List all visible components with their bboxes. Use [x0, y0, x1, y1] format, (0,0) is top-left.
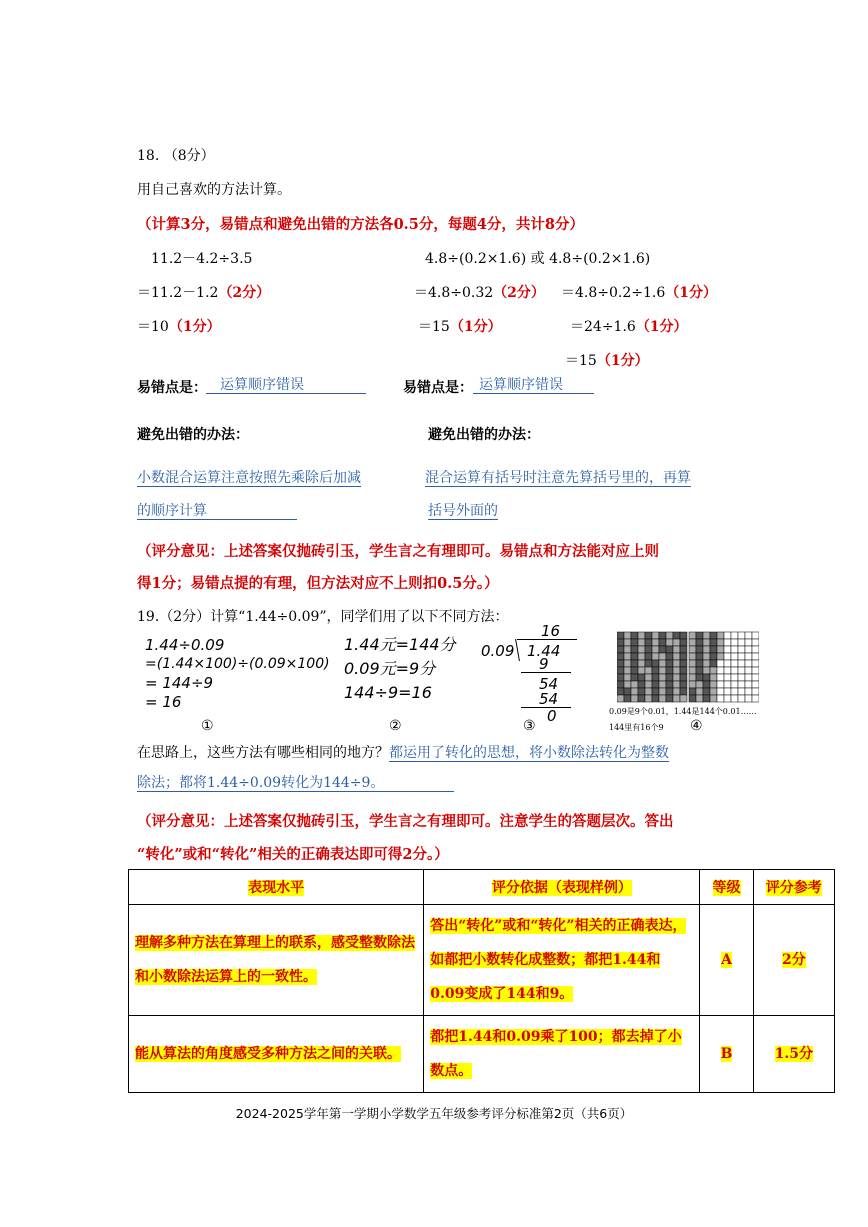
grid-cell: [717, 695, 724, 702]
grid-cell: [738, 646, 745, 653]
grid-cell: [673, 639, 680, 646]
grid-cell: [652, 674, 659, 681]
grid-cell: [673, 667, 680, 674]
grid-cell: [673, 695, 680, 702]
grid-cell: [631, 660, 638, 667]
grid-cell: [645, 681, 652, 688]
grid-cell: [752, 646, 759, 653]
q19-method4-caption1: 0.09是9个0.01，1.44是144个0.01……: [609, 707, 757, 716]
grid-cell: [666, 695, 673, 702]
grid-cell: [710, 681, 717, 688]
grid-cell: [673, 674, 680, 681]
grid-cell: [724, 632, 731, 639]
grid-cell: [710, 639, 717, 646]
grid-cell: [745, 646, 752, 653]
grid-cell: [724, 695, 731, 702]
q18-prompt: 用自己喜欢的方法计算。: [137, 182, 291, 198]
grid-cell: [659, 667, 666, 674]
grid-cell: [738, 681, 745, 688]
grid-cell: [624, 646, 631, 653]
grid-cell: [680, 660, 687, 667]
grid-cell: [652, 681, 659, 688]
grid-cell: [724, 681, 731, 688]
grid-cell: [696, 646, 703, 653]
grid-cell: [752, 681, 759, 688]
grid-cell: [631, 667, 638, 674]
grid-cell: [659, 653, 666, 660]
table-header: 评分参考: [753, 870, 834, 905]
grid-cell: [717, 667, 724, 674]
grid-cell: [666, 660, 673, 667]
grid-cell: [659, 695, 666, 702]
table-cell: 答出“转化”或和“转化”相关的正确表达，如都把小数转化成整数；都把1.44和0.09变成了144和9。: [424, 905, 700, 1016]
grid-cell: [638, 695, 645, 702]
grid-cell: [738, 639, 745, 646]
grid-cell: [689, 646, 696, 653]
grid-cell: [752, 660, 759, 667]
grid-cell: [689, 674, 696, 681]
q19-method4-caption2: 144里有16个9: [609, 723, 664, 732]
grid-cell: [638, 667, 645, 674]
q18-right-avoid-line1: 混合运算有括号时注意先算括号里的，再算: [425, 470, 691, 486]
grid-cell: [752, 632, 759, 639]
grid-cell: [689, 639, 696, 646]
grid-cell: [717, 660, 724, 667]
grid-cell: [724, 653, 731, 660]
q19-scoring-table: [128, 869, 835, 1093]
q19-label-2: ②: [389, 718, 402, 734]
grid-cell: [680, 667, 687, 674]
grid-cell: [652, 632, 659, 639]
q18-title: 18. （8分）: [137, 148, 215, 164]
grid-cell: [638, 660, 645, 667]
q18-left-err-value: 运算顺序错误: [206, 377, 366, 394]
grid-cell: [731, 660, 738, 667]
grid-cell: [710, 674, 717, 681]
grid-cell: [731, 674, 738, 681]
grid-cell: [645, 688, 652, 695]
grid-cell: [617, 695, 624, 702]
grid-cell: [717, 688, 724, 695]
grid-cell: [645, 674, 652, 681]
grid-cell: [745, 674, 752, 681]
grid-cell: [638, 653, 645, 660]
q18-right-a-step2: ＝15（1分）: [418, 319, 502, 335]
grid-cell: [724, 674, 731, 681]
grid-cell: [717, 674, 724, 681]
grid-cell: [738, 667, 745, 674]
grid-cell: [731, 632, 738, 639]
grid-cell: [731, 653, 738, 660]
q18-right-b-step1: ＝4.8÷0.2÷1.6（1分）: [561, 285, 718, 301]
grid-cell: [710, 632, 717, 639]
grid-cell: [703, 681, 710, 688]
table-cell: B: [700, 1016, 753, 1093]
grid-cell: [703, 688, 710, 695]
q18-right-avoid-label: 避免出错的办法：: [428, 427, 540, 443]
grid-cell: [652, 667, 659, 674]
grid-cell: [645, 653, 652, 660]
grid-cell: [631, 639, 638, 646]
grid-cell: [631, 681, 638, 688]
grid-cell: [680, 646, 687, 653]
grid-cell: [666, 639, 673, 646]
grid-cell: [666, 688, 673, 695]
q19-comment-line1: （评分意见：上述答案仅抛砖引玉，学生言之有理即可。注意学生的答题层次。答出: [137, 813, 674, 830]
q19-method3-long-division: 16 0.09 1.44 9 54 54 0: [481, 622, 581, 722]
grid-cell: [745, 667, 752, 674]
grid-cell: [673, 660, 680, 667]
grid-cell: [631, 653, 638, 660]
grid-cell: [631, 688, 638, 695]
q18-right-a-step1: ＝4.8÷0.32（2分）: [414, 285, 545, 301]
grid-cell: [666, 653, 673, 660]
grid-cell: [752, 667, 759, 674]
grid-cell: [710, 653, 717, 660]
grid-cell: [689, 681, 696, 688]
grid-cell: [745, 653, 752, 660]
q19-method1: 1.44÷0.09 =(1.44×100)÷(0.09×100) = 144÷9 = 16: [145, 636, 330, 711]
grid-cell: [703, 632, 710, 639]
grid-cell: [645, 639, 652, 646]
table-header: 评分依据（表现样例）: [424, 870, 700, 905]
grid-cell: [673, 688, 680, 695]
grid-cell: [724, 660, 731, 667]
grid-cell: [696, 681, 703, 688]
grid-cell: [673, 681, 680, 688]
table-row: [129, 1016, 835, 1093]
grid-cell: [696, 667, 703, 674]
grid-cell: [624, 674, 631, 681]
grid-cell: [638, 639, 645, 646]
grid-cell: [652, 660, 659, 667]
q18-right-err-value: 运算顺序错误: [473, 377, 594, 394]
grid-cell: [710, 646, 717, 653]
grid-cell: [652, 653, 659, 660]
grid-cell: [738, 660, 745, 667]
grid-cell: [617, 674, 624, 681]
q18-right-err-label: 易错点是：: [403, 380, 473, 396]
table-header-row: [129, 870, 835, 905]
grid-cell: [745, 632, 752, 639]
grid-cell: [638, 646, 645, 653]
grid-cell: [710, 660, 717, 667]
grid-cell: [624, 660, 631, 667]
grid-cell: [652, 688, 659, 695]
grid-cell: [652, 646, 659, 653]
q19-label-1: ①: [201, 718, 214, 734]
grid-cell: [752, 674, 759, 681]
grid-cell: [738, 688, 745, 695]
grid-cell: [652, 695, 659, 702]
grid-cell: [710, 695, 717, 702]
table-cell: 都把1.44和0.09乘了100；都去掉了小数点。: [424, 1016, 700, 1093]
grid-cell: [659, 681, 666, 688]
grid-cell: [645, 646, 652, 653]
q18-comment-line2: 得1分；易错点提的有理，但方法对应不上则扣0.5分。）: [137, 575, 499, 592]
grid-cell: [703, 674, 710, 681]
grid-cell: [717, 653, 724, 660]
grid-cell: [680, 653, 687, 660]
grid-cell: [710, 667, 717, 674]
grid-cell: [680, 688, 687, 695]
q18-comment-line1: （评分意见：上述答案仅抛砖引玉，学生言之有理即可。易错点和方法能对应上则: [137, 543, 659, 560]
grid-cell: [680, 695, 687, 702]
grid-cell: [703, 646, 710, 653]
q18-left-step1: ＝11.2－1.2（2分）: [137, 285, 271, 301]
table-row: [129, 905, 835, 1016]
q19-label-3: ③: [523, 718, 536, 734]
grid-cell: [645, 660, 652, 667]
table-header: 等级: [700, 870, 753, 905]
grid-cell: [666, 646, 673, 653]
table-cell: 能从算法的角度感受多种方法之间的关联。: [129, 1016, 424, 1093]
grid-cell: [666, 674, 673, 681]
grid-cell: [731, 646, 738, 653]
grid-cell: [696, 674, 703, 681]
grid-cell: [680, 674, 687, 681]
grid-cell: [745, 695, 752, 702]
grid-cell: [638, 674, 645, 681]
grid-cell: [645, 632, 652, 639]
grid-cell: [752, 688, 759, 695]
grid-cell: [631, 674, 638, 681]
grid-cell: [752, 695, 759, 702]
grid-cell: [624, 653, 631, 660]
grid-cell: [710, 688, 717, 695]
grid-cell: [703, 660, 710, 667]
grid-cell: [745, 639, 752, 646]
grid-cell: [731, 695, 738, 702]
q18-right-b-step3: ＝15（1分）: [565, 353, 649, 369]
q18-scoring: （计算3分，易错点和避免出错的方法各0.5分，每题4分，共计8分）: [137, 216, 584, 233]
grid-cell: [659, 632, 666, 639]
grid-cell: [689, 632, 696, 639]
grid-cell: [696, 660, 703, 667]
q18-left-step2: ＝10（1分）: [137, 319, 221, 335]
grid-cell: [666, 632, 673, 639]
grid-cell: [645, 667, 652, 674]
grid-cell: [703, 667, 710, 674]
grid-cell: [617, 667, 624, 674]
table-cell: 2分: [753, 905, 834, 1016]
grid-cell: [666, 667, 673, 674]
grid-cell: [673, 632, 680, 639]
grid-cell: [752, 653, 759, 660]
grid-cell: [689, 667, 696, 674]
grid-cell: [717, 639, 724, 646]
q19-answer-line2: 除法；都将1.44÷0.09转化为144÷9。: [137, 775, 454, 792]
grid-cell: [680, 681, 687, 688]
grid-cell: [617, 639, 624, 646]
q18-left-avoid-label: 避免出错的办法：: [137, 427, 249, 443]
table-header: 表现水平: [129, 870, 424, 905]
grid-cell: [631, 646, 638, 653]
page-footer: 2024-2025学年第一学期小学数学五年级参考评分标准第2页（共6页）: [235, 1106, 633, 1121]
q19-method4-grid: [617, 631, 759, 703]
grid-cell: [703, 695, 710, 702]
grid-cell: [696, 688, 703, 695]
grid-cell: [696, 653, 703, 660]
grid-cell: [666, 681, 673, 688]
grid-cell: [617, 646, 624, 653]
grid-cell: [717, 681, 724, 688]
grid-cell: [738, 674, 745, 681]
grid-cell: [617, 653, 624, 660]
grid-cell: [624, 632, 631, 639]
q19-question-line: 在思路上，这些方法有哪些相同的地方？都运用了转化的思想，将小数除法转化为整数: [137, 745, 669, 761]
grid-cell: [673, 653, 680, 660]
grid-cell: [745, 688, 752, 695]
grid-cell: [638, 688, 645, 695]
grid-cell: [617, 688, 624, 695]
grid-cell: [624, 688, 631, 695]
grid-cell: [703, 653, 710, 660]
grid-cell: [696, 632, 703, 639]
q19-comment-line2: “转化”或和“转化”相关的正确表达即可得2分。）: [137, 846, 449, 863]
q18-left-expr: 11.2－4.2÷3.5: [151, 251, 253, 267]
grid-cell: [731, 688, 738, 695]
grid-cell: [717, 632, 724, 639]
q18-right-avoid-line2: 括号外面的: [428, 503, 498, 519]
grid-cell: [659, 639, 666, 646]
grid-cell: [624, 681, 631, 688]
grid-cell: [724, 639, 731, 646]
grid-cell: [738, 695, 745, 702]
q19-method2: 1.44元=144分 0.09元=9分 144÷9=16: [344, 635, 456, 702]
grid-cell: [645, 695, 652, 702]
grid-cell: [659, 660, 666, 667]
q18-left-avoid-line2: 的顺序计算: [137, 503, 297, 520]
grid-cell: [673, 646, 680, 653]
q18-left-avoid-line1: 小数混合运算注意按照先乘除后加减: [137, 470, 361, 486]
grid-cell: [689, 688, 696, 695]
grid-cell: [638, 632, 645, 639]
grid-cell: [696, 639, 703, 646]
q18-right-expr: 4.8÷(0.2×1.6) 或 4.8÷(0.2×1.6): [425, 251, 651, 267]
grid-cell: [617, 660, 624, 667]
grid-cell: [624, 695, 631, 702]
q19-title: 19.（2分）计算“1.44÷0.09”，同学们用了以下不同方法：: [137, 609, 509, 625]
grid-cell: [617, 681, 624, 688]
grid-cell: [717, 646, 724, 653]
grid-cell: [638, 681, 645, 688]
grid-cell: [689, 660, 696, 667]
table-cell: 1.5分: [753, 1016, 834, 1093]
grid-cell: [696, 695, 703, 702]
grid-cell: [724, 667, 731, 674]
grid-cell: [680, 639, 687, 646]
grid-cell: [731, 681, 738, 688]
grid-cell: [659, 688, 666, 695]
grid-cell: [624, 639, 631, 646]
grid-cell: [631, 695, 638, 702]
q18-right-b-step2: ＝24÷1.6（1分）: [570, 319, 688, 335]
grid-cell: [738, 632, 745, 639]
grid-cell: [652, 639, 659, 646]
grid-cell: [731, 639, 738, 646]
grid-cell: [724, 646, 731, 653]
grid-cell: [731, 667, 738, 674]
table-cell: A: [700, 905, 753, 1016]
grid-cell: [631, 632, 638, 639]
grid-cell: [752, 639, 759, 646]
q18-left-err-label: 易错点是：: [137, 380, 207, 396]
grid-cell: [745, 660, 752, 667]
grid-cell: [738, 653, 745, 660]
grid-cell: [624, 667, 631, 674]
q19-label-4: ④: [690, 718, 703, 734]
grid-cell: [659, 674, 666, 681]
table-cell: 理解多种方法在算理上的联系，感受整数除法和小数除法运算上的一致性。: [129, 905, 424, 1016]
grid-cell: [680, 632, 687, 639]
grid-cell: [689, 653, 696, 660]
grid-cell: [745, 681, 752, 688]
grid-cell: [724, 688, 731, 695]
grid-cell: [659, 646, 666, 653]
grid-cell: [703, 639, 710, 646]
grid-cell: [617, 632, 624, 639]
grid-cell: [689, 695, 696, 702]
